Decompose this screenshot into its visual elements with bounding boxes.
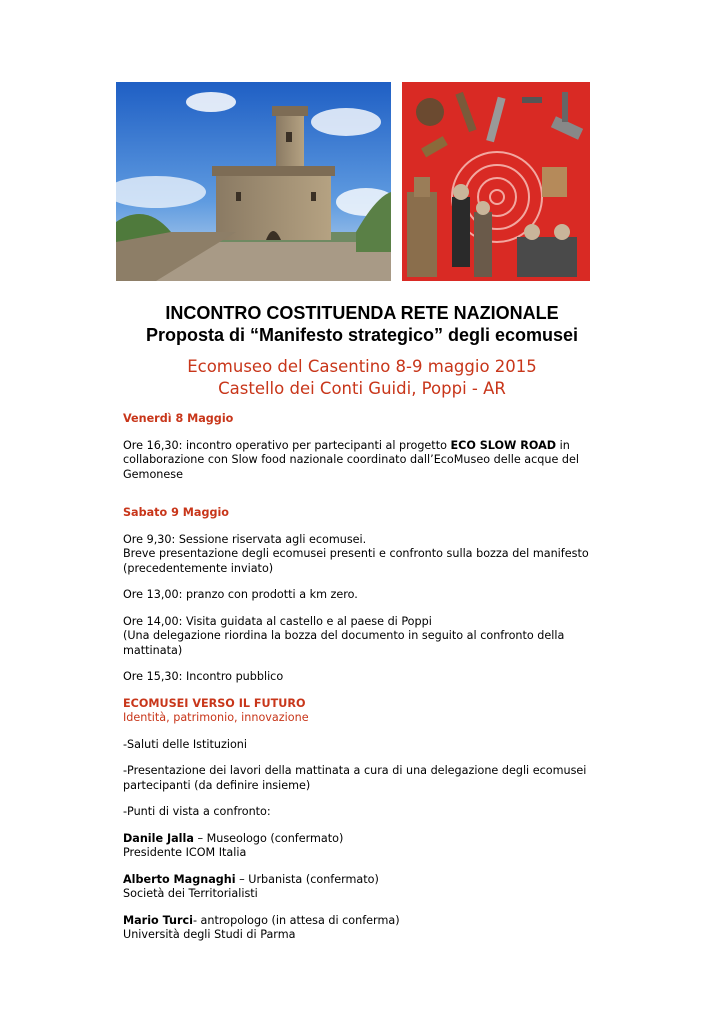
speaker-1-role: – Museologo (confermato) bbox=[193, 831, 344, 845]
saturday-item-1-line-2: Breve presentazione degli ecomusei presenti e confronto sulla bozza del manifesto bbox=[123, 547, 589, 560]
castle-photo bbox=[116, 82, 391, 281]
friday-item-text-end: in bbox=[556, 438, 570, 452]
speaker-1-org: Presidente ICOM Italia bbox=[123, 846, 247, 859]
ecomuseo-collage bbox=[402, 82, 590, 281]
friday-item bbox=[123, 439, 603, 454]
public-point-2-line-2: partecipanti (da definire insieme) bbox=[123, 778, 311, 792]
friday-item-line-2: collaborazione con Slow food nazionale coordinato dall’EcoMuseo delle acque del bbox=[123, 453, 579, 466]
speaker-3-name: Mario Turci bbox=[123, 913, 193, 927]
speaker-1 bbox=[123, 832, 603, 847]
public-point-1: -Saluti delle Istituzioni bbox=[123, 737, 248, 751]
event-location-block bbox=[0, 356, 724, 400]
public-point-2-line-1: -Presentazione dei lavori della mattinata a cura di una delegazione degli ecomusei bbox=[123, 764, 587, 777]
speaker-2 bbox=[123, 873, 603, 888]
day-heading-friday: Venerdì 8 Maggio bbox=[123, 412, 234, 425]
page-title: INCONTRO COSTITUENDA RETE NAZIONALE bbox=[165, 303, 559, 323]
saturday-item-1-line-3: (precedentemente inviato) bbox=[123, 561, 274, 575]
event-venue: Castello dei Conti Guidi, Poppi - AR bbox=[218, 379, 506, 398]
program-content bbox=[123, 412, 603, 943]
speaker-3 bbox=[123, 914, 603, 929]
saturday-item-1-line-1: Ore 9,30: Sessione riservata agli ecomusei. bbox=[123, 532, 367, 546]
day-heading-saturday: Sabato 9 Maggio bbox=[123, 506, 229, 519]
page-subtitle: Proposta di “Manifesto strategico” degli ecomusei bbox=[145, 325, 579, 345]
friday-item-line-3: Gemonese bbox=[123, 467, 183, 481]
header-images bbox=[116, 82, 590, 281]
public-section-subtitle: Identità, patrimonio, innovazione bbox=[123, 711, 309, 724]
saturday-item-3-line-1: Ore 14,00: Visita guidata al castello e al paese di Poppi bbox=[123, 614, 432, 628]
saturday-item-3-line-3: mattinata) bbox=[123, 643, 183, 657]
public-point-3: -Punti di vista a confronto: bbox=[123, 805, 271, 818]
speaker-2-role: – Urbanista (confermato) bbox=[235, 872, 379, 886]
saturday-item-4: Ore 15,30: Incontro pubblico bbox=[123, 670, 284, 683]
event-date: Ecomuseo del Casentino 8-9 maggio 2015 bbox=[187, 357, 537, 376]
saturday-item-3-line-2: (Una delegazione riordina la bozza del documento in seguito al confronto della bbox=[123, 629, 565, 642]
speaker-3-org: Università degli Studi di Parma bbox=[123, 928, 296, 941]
friday-item-project: ECO SLOW ROAD bbox=[450, 438, 557, 452]
title-block bbox=[0, 302, 724, 346]
friday-item-text: Ore 16,30: incontro operativo per partecipanti al progetto bbox=[123, 438, 451, 452]
speaker-3-role: - antropologo (in attesa di conferma) bbox=[192, 913, 400, 927]
speaker-1-name: Danile Jalla bbox=[123, 831, 194, 845]
speaker-2-org: Società dei Territorialisti bbox=[123, 887, 258, 900]
public-section-title: ECOMUSEI VERSO IL FUTURO bbox=[123, 696, 306, 710]
saturday-item-2: Ore 13,00: pranzo con prodotti a km zero. bbox=[123, 588, 358, 601]
speaker-2-name: Alberto Magnaghi bbox=[123, 872, 236, 886]
